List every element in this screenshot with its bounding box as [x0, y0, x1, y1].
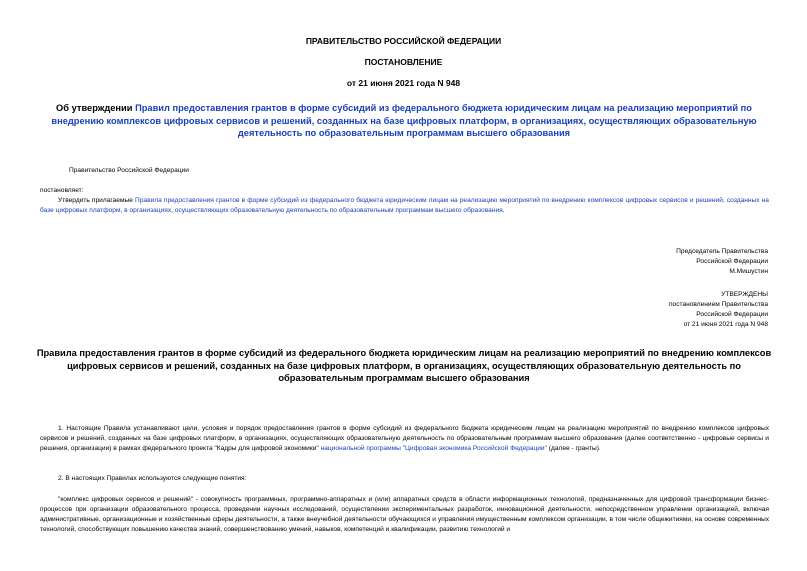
approve-prefix: Утвердить прилагаемые — [58, 197, 136, 204]
paragraph-3: "комплекс цифровых сервисов и решений" - совокупность программных, программно-аппаратных и (или) аппаратных средств в области информационных технологий, предназначенных для цифровой трансформации бизнес-процессов при организации образовательного процесса, проведении научных исследований, осуществлении экспериментальных разработок, инновационной деятельности, непосредственном управлении организацией, включая административные, организационные и хозяйственные сферы деятельности, а также внеучебной деятельности обучающихся и управления имущественным комплексом организации, в том числе общежитиями, на основе современных технологий, способствующих повышению качества знаний, совершенствованию умений, навыков, компетенций и квалификации, развитию технологий и — [40, 496, 769, 533]
paragraph-2: 2. В настоящих Правилах используются следующие понятия: — [58, 475, 247, 482]
approved-date: от 21 июня 2021 года N 948 — [683, 321, 768, 328]
title-rules-link[interactable]: Правил предоставления грантов в форме субсидий из федерального бюджета юридическим лицам на реализацию мероприятий по внедрению комплексов цифровых сервисов и решений, созданных на базе цифровых платформ, в организациях, осуществляющих образовательную деятельность по образовательным программам высшего образования — [51, 103, 757, 138]
paragraph-1-suffix: (далее - гранты). — [546, 445, 601, 452]
paragraph-1-text: 1. Настоящие Правила устанавливают цели, условия и порядок предоставления грантов в форме субсидий из федерального бюджета юридическим лицам на реализацию мероприятий по внедрению комплексов цифровых сервисов и решений, созданных на базе цифровых платформ, в организациях, осуществляющих образовательную деятельность по образовательным программам высшего образования (далее соответственно - цифровые сервисы и решения, организации) в рамках федерального проекта "Кадры для цифровой экономики" — [40, 425, 769, 452]
issuer-heading: ПРАВИТЕЛЬСТВО РОССИЙСКОЙ ФЕДЕРАЦИИ — [305, 36, 502, 46]
government-line: Правительство Российской Федерации — [69, 167, 189, 174]
approve-paragraph — [40, 196, 769, 216]
national-program-link[interactable]: национальной программы "Цифровая экономика Российской Федерации" — [320, 445, 547, 452]
approved-label: УТВЕРЖДЕНЫ — [721, 291, 768, 298]
approve-rules-link[interactable]: Правила предоставления грантов в форме субсидий из федерального бюджета юридическим лицам на реализацию мероприятий по внедрению комплексов цифровых сервисов и решений, созданных на базе цифровых платформ, в организациях, осуществляющих образовательную деятельность по образовательным программам высшего образования — [40, 197, 769, 214]
document-date: от 21 июня 2021 года N 948 — [346, 78, 461, 88]
approve-suffix: . — [502, 207, 505, 214]
signature-position: Председатель Правительства — [676, 248, 768, 255]
paragraph-1 — [40, 424, 769, 454]
signature-block — [468, 247, 768, 277]
approved-block — [468, 290, 768, 330]
rules-title: Правила предоставления грантов в форме субсидий из федерального бюджета юридическим лицам на реализацию мероприятий по внедрению комплексов цифровых сервисов и решений, созданных на базе цифровых платформ, в организациях, осуществляющих образовательную деятельность по образовательным программам высшего образования — [36, 348, 772, 383]
approved-country: Российской Федерации — [696, 311, 768, 318]
signature-country: Российской Федерации — [696, 258, 768, 265]
approved-by: постановлением Правительства — [668, 301, 768, 308]
document-type: ПОСТАНОВЛЕНИЕ — [364, 57, 443, 67]
resolves-line: постановляет: — [40, 187, 84, 194]
title-prefix: Об утверждении — [56, 103, 136, 113]
document-title — [34, 102, 774, 140]
signature-name: М.Мишустин — [729, 268, 768, 275]
